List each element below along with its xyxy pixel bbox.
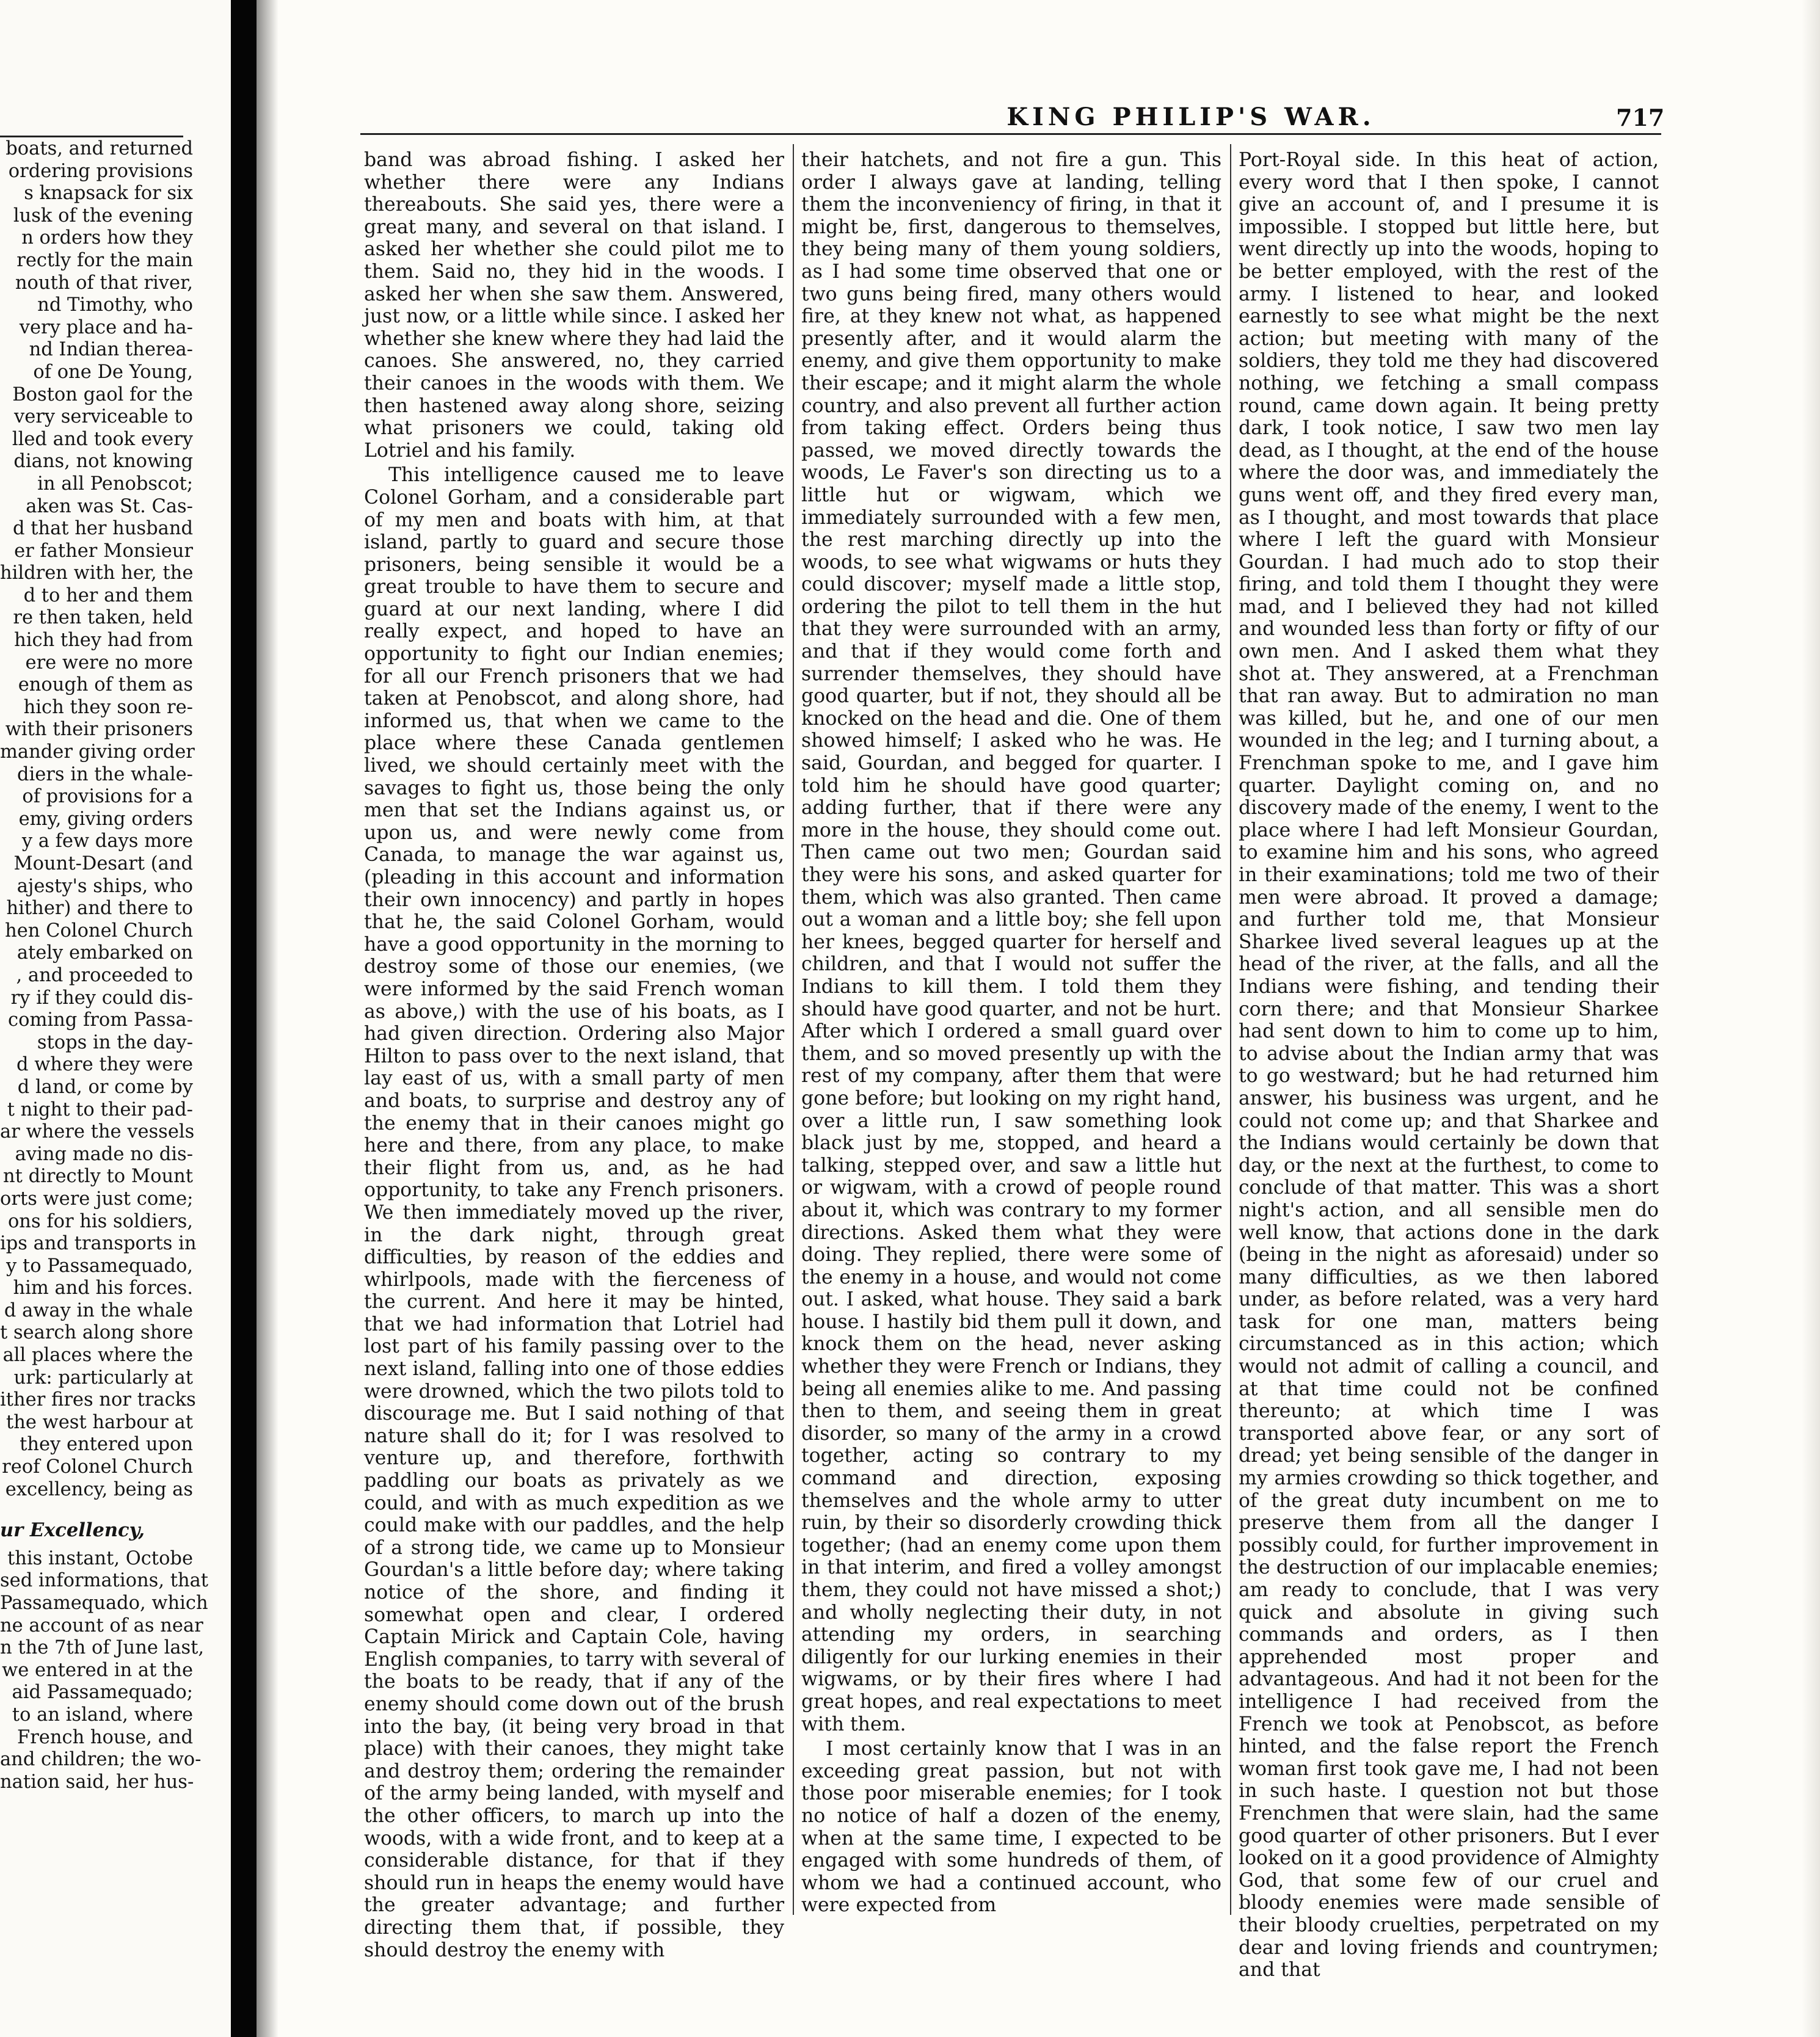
fragment-line: the west harbour at [5, 1411, 193, 1433]
fragment-line: nation said, her hus- [0, 1771, 194, 1793]
fragment-line: hich they soon re- [23, 696, 193, 718]
fragment-line: mander giving order [0, 741, 195, 763]
fragment-line: very serviceable to [13, 406, 193, 428]
fragment-line: rectly for the main [16, 249, 193, 271]
fragment-line: hildren with her, the [0, 562, 194, 584]
fragment-line: t night to their pad- [7, 1098, 193, 1120]
fragment-line: nd Timothy, who [37, 294, 193, 316]
fragment-line: in all Penobscot; [37, 473, 193, 495]
header-rule [360, 133, 1661, 135]
page-edge-shadow [257, 0, 278, 2037]
fragment-line: emy, giving orders [18, 808, 193, 830]
text-column-1 [364, 149, 784, 1961]
fragment-line: they entered upon [20, 1434, 193, 1456]
fragment-line: d that her husband [12, 518, 193, 540]
fragment-line: aken was St. Cas- [26, 495, 193, 517]
fragment-line: French house, and [17, 1726, 193, 1748]
fragment-line: aving made no dis- [15, 1143, 193, 1165]
fragment-line: coming from Passa- [8, 1009, 193, 1031]
fragment-line: ither fires nor tracks [0, 1389, 196, 1411]
fragment-line: re then taken, held [13, 607, 193, 629]
column-divider-2 [1230, 144, 1231, 1915]
paragraph: their hatchets, and not fire a gun. This order I always gave at landing, telling them the inconveniency of firing, in that it might be, first, dangerous to themselves, they being many of them young soldiers, as I had some time observed that one or two guns being fired, many others would fire, at they knew not what, as happened presently after, and it would alarm the enemy, and give them opportunity to make their escape; and it might alarm the whole country, and also prevent all further action from taking effect. Orders being thus passed, we moved directly towards the woods, Le Faver's son directing us to a little hut or wigwam, which we immediately surrounded with a few men, the rest marching directly up into the woods, to see what wigwams or huts they could discover; myself made a little stop, ordering the pilot to tell them in the hut that they were surrounded with an army, and that if they would come forth and surrender themselves, they should have good quarter, but if not, they should all be knocked on the head and die. One of them showed himself; I asked who he was. He said, Gourdan, and begged for quarter. I told him he should have good quarter; adding further, that if there were any more in the house, they should come out. Then came out two men; Gourdan said they were his sons, and asked quarter for them, which was also granted. Then came out a woman and a little boy; she fell upon her knees, begged quarter for herself and children, and that I would not suffer the Indians to kill them. I told them they should have good quarter, and not be hurt. After which I ordered a small guard over them, and so moved presently up with the rest of my company, after them that were gone before; but looking on my right hand, over a little run, I saw something look black just by me, stopped, and heard a talking, stepped over, and saw a little hut or wigwam, with a crowd of people round about it, which was contrary to my former directions. Asked them what they were doing. They replied, there were some of the enemy in a house, and would not come out. I asked, what house. They said a bark house. I hastily bid them pull it down, and knock them on the head, never asking whether they were French or Indians, they being all enemies alike to me. And passing then to them, and seeing them in great disorder, so many of the army in a crowd together, acting so contrary to my command and direction, exposing themselves and the whole army to utter ruin, by their so disorderly crowding thick together; (had an enemy come upon them in that interim, and fired a volley amongst them, they could not have missed a shot;) and wholly neglecting their duty, in not attending my orders, in searching diligently for our lurking enemies in their wigwams, or by their fires where I had great hopes, and real expectations to meet with them. [801, 149, 1221, 1735]
fragment-line: , and proceeded to [16, 964, 193, 986]
paragraph: Port-Royal side. In this heat of action, every word that I then spoke, I cannot give an account of, and I presume it is impossible. I stopped but little here, but went directly up into the woods, hoping to be better employed, with the rest of the army. I listened to hear, and looked earnestly to see what might be the next action; but meeting with many of the soldiers, they told me they had discovered nothing, we fetching a small compass round, came down again. It being pretty dark, I took notice, I saw two men lay dead, as I thought, at the end of the house where the door was, and immediately the guns went off, and they fired every man, as I thought, and most towards that place where I left the guard with Monsieur Gourdan. I had much ado to stop their firing, and told them I thought they were mad, and I believed they had not killed and wounded less than forty or fifty of our own men. And I asked them what they shot at. They answered, at a Frenchman that ran away. But to admiration no man was killed, but he, and one of our men wounded in the leg; and I turning about, a Frenchman spoke to me, and I gave him quarter. Daylight coming on, and no discovery made of the enemy, I went to the place where I had left Monsieur Gourdan, to examine him and his sons, who agreed in their examinations; told me two of their men were abroad. It proved a damage; and further told me, that Monsieur Sharkee lived several leagues up at the head of the river, at the falls, and all the Indians were fishing, and tending their corn there; and that Monsieur Sharkee had sent down to him to come up to him, to advise about the Indian army that was to go westward; but he had returned him answer, his business was urgent, and he could not come up; and that Sharkee and the Indians would certainly be down that day, or the next at the furthest, to come to conclude of that matter. This was a short night's action, and all sensible men do well know, that actions done in the dark (being in the night as aforesaid) under so many difficulties, as we then labored under, as before related, was a very hard task for one man, matters being circumstanced as in this action; which would not admit of calling a council, and at that time could not be confined thereunto; at which time I was transported above fear, or any sort of dread; yet being sensible of the danger in my armies crowding so thick together, and of the great duty incumbent on me to preserve them from all the danger I possibly could, for further improvement in the destruction of our implacable enemies; am ready to conclude, that I was very quick and absolute in giving such commands and orders, as I then apprehended most proper and advantageous. And had it not been for the intelligence I had received from the French we took at Penobscot, as before hinted, and the false report the French woman first took gave me, I had not been in such haste. I question not but those Frenchmen that were slain, had the same good quarter of other prisoners. But I ever looked on it a good providence of Almighty God, that some few of our cruel and bloody enemies were made sensible of their bloody cruelties, perpetrated on my dear and loving friends and countrymen; and that [1239, 149, 1659, 1981]
fragment-line: all places where the [2, 1345, 193, 1367]
facing-page-text-column [0, 138, 209, 1793]
fragment-line: nt directly to Mount [3, 1166, 193, 1188]
fragment-line: ordering provisions [8, 160, 193, 182]
fragment-line: urk: particularly at [13, 1367, 193, 1389]
fragment-line: dians, not knowing [13, 451, 193, 473]
book-gutter [231, 0, 257, 2037]
fragment-line: y to Passamequado, [6, 1255, 193, 1277]
fragment-line: nd Indian therea- [29, 339, 193, 361]
paragraph: I most certainly know that I was in an exceeding great passion, but not with those poor miserable enemies; for I took no notice of half a dozen of the enemy, when at the same time, I expected to be engaged with some hundreds of them, of whom we had a continued account, who were expected from [801, 1738, 1221, 1917]
fragment-line: diers in the whale- [16, 763, 193, 785]
fragment-line: Boston gaol for the [12, 383, 193, 405]
fragment-line: lusk of the evening [13, 205, 193, 227]
facing-page-fragment [0, 0, 231, 2037]
page-right-edge [1802, 0, 1820, 2037]
paragraph: band was abroad fishing. I asked her whether there were any Indians thereabouts. She said yes, there were a great many, and several on that island. I asked her whether she could pilot me to them. Said no, they hid in the woods. I asked her when she saw them. Answered, just now, or a little while since. I asked her whether she knew where they had laid the canoes. She answered, no, they carried their canoes in the woods with them. We then hastened away along shore, seizing what prisoners we could, taking old Lotriel and his family. [364, 149, 784, 462]
fragment-line: and children; the wo- [0, 1749, 202, 1771]
running-head: KING PHILIP'S WAR. [1006, 103, 1375, 131]
fragment-line: this instant, Octobe [7, 1547, 193, 1569]
fragment-line: orts were just come; [0, 1188, 194, 1210]
fragment-line: d land, or come by [17, 1076, 193, 1098]
text-column-2 [801, 149, 1221, 1917]
fragment-line: with their prisoners [5, 719, 193, 741]
fragment-line: reof Colonel Church [2, 1456, 193, 1478]
fragment-line: d away in the whale [4, 1299, 193, 1321]
fragment-line: him and his forces. [13, 1277, 193, 1299]
fragment-line: y a few days more [21, 830, 193, 852]
fragment-line: lled and took every [12, 428, 193, 450]
fragment-line: ar where the vessels [0, 1121, 195, 1143]
fragment-line: excellency, being as [5, 1478, 193, 1500]
fragment-line: ately embarked on [16, 942, 193, 964]
fragment-line: boats, and returned [5, 138, 193, 159]
fragment-line: hen Colonel Church [5, 920, 193, 942]
fragment-line: n orders how they [21, 227, 193, 249]
fragment-line: of one De Young, [33, 361, 193, 383]
fragment-line: s knapsack for six [24, 183, 193, 205]
fragment-line: enough of them as [18, 674, 193, 696]
header-rule-left [0, 136, 183, 137]
fragment-line: ons for his soldiers, [7, 1210, 193, 1232]
fragment-line: ry if they could dis- [10, 987, 193, 1009]
book-page [257, 0, 1820, 2037]
fragment-line: we entered in at the [2, 1659, 193, 1681]
page-number: 717 [1616, 104, 1665, 131]
fragment-line: aid Passamequado; [12, 1682, 193, 1704]
fragment-line: of provisions for a [22, 786, 193, 808]
fragment-line: hither) and there to [6, 898, 193, 920]
fragment-line: ere were no more [25, 652, 193, 674]
text-column-3 [1239, 149, 1659, 1981]
fragment-line: sed informations, that [0, 1570, 209, 1592]
fragment-line: ips and transports in [0, 1233, 197, 1255]
fragment-line: d where they were [16, 1054, 193, 1076]
column-divider-1 [793, 144, 794, 1915]
fragment-heading: ur Excellency, [0, 1519, 145, 1542]
fragment-line: Mount-Desart (and [13, 853, 193, 874]
fragment-line: ajesty's ships, who [16, 875, 193, 897]
fragment-line: n the 7th of June last, [0, 1637, 205, 1659]
fragment-line: ne account of as near [0, 1614, 203, 1636]
fragment-line: nouth of that river, [15, 272, 193, 294]
fragment-line: stops in the day- [37, 1031, 193, 1053]
fragment-line: to an island, where [12, 1704, 193, 1726]
fragment-line: er father Monsieur [14, 540, 193, 562]
paragraph: This intelligence caused me to leave Colonel Gorham, and a considerable part of my men and boats with him, at that island, partly to guard and secure those prisoners, being sensible it would be a great trouble to have them to secure and guard at our next landing, where I did really expect, and hoped to have an opportunity to fight our Indian enemies; for all our French prisoners that we had taken at Penobscot, and along shore, had informed us, that when we came to the place where these Canada gentlemen lived, we should certainly meet with the savages to fight us, those being the only men that set the Indians against us, or upon us, and were newly come from Canada, to manage the war against us, (pleading in this account and information their own innocency) and partly in hopes that he, the said Colonel Gorham, would have a good opportunity in the morning to destroy some of those our enemies, (we were informed by the said French woman as above,) with the use of his boats, as I had given direction. Ordering also Major Hilton to pass over to the next island, that lay east of us, with a small party of men and boats, to surprise and destroy any of the enemy that in their canoes might go here and there, from any place, to make their flight from us, and, as he had opportunity, to take any French prisoners. We then immediately moved up the river, in the dark night, through great difficulties, by reason of the eddies and whirlpools, made with the fierceness of the current. And here it may be hinted, that we had information that Lotriel had lost part of his family passing over to the next island, falling into one of those eddies were drowned, which the two pilots told to discourage me. But I said nothing of that nature shall do it; for I was resolved to venture up, and therefore, forthwith paddling our boats as privately as we could, and with as much expedition as we could make with our paddles, and the help of a strong tide, we came up to Monsieur Gourdan's a little before day; where taking notice of the shore, and finding it somewhat open and clear, I ordered Captain Mirick and Captain Cole, having English companies, to tarry with several of the boats to be ready, that if any of the enemy should come down out of the brush into the bay, (it being very broad in that place) with their canoes, they might take and destroy them; ordering the remainder of the army being landed, with myself and the other officers, to march up into the woods, with a wide front, and to keep at a considerable distance, for that if they should run in heaps the enemy would have the greater advantage; and further directing them that, if possible, they should destroy the enemy with [364, 464, 784, 1961]
fragment-line: hich they had from [14, 630, 193, 652]
fragment-line: Passamequado, which [0, 1592, 208, 1614]
fragment-line: very place and ha- [19, 316, 193, 338]
fragment-line: d to her and them [23, 584, 193, 606]
fragment-line: t search along shore [0, 1322, 194, 1344]
